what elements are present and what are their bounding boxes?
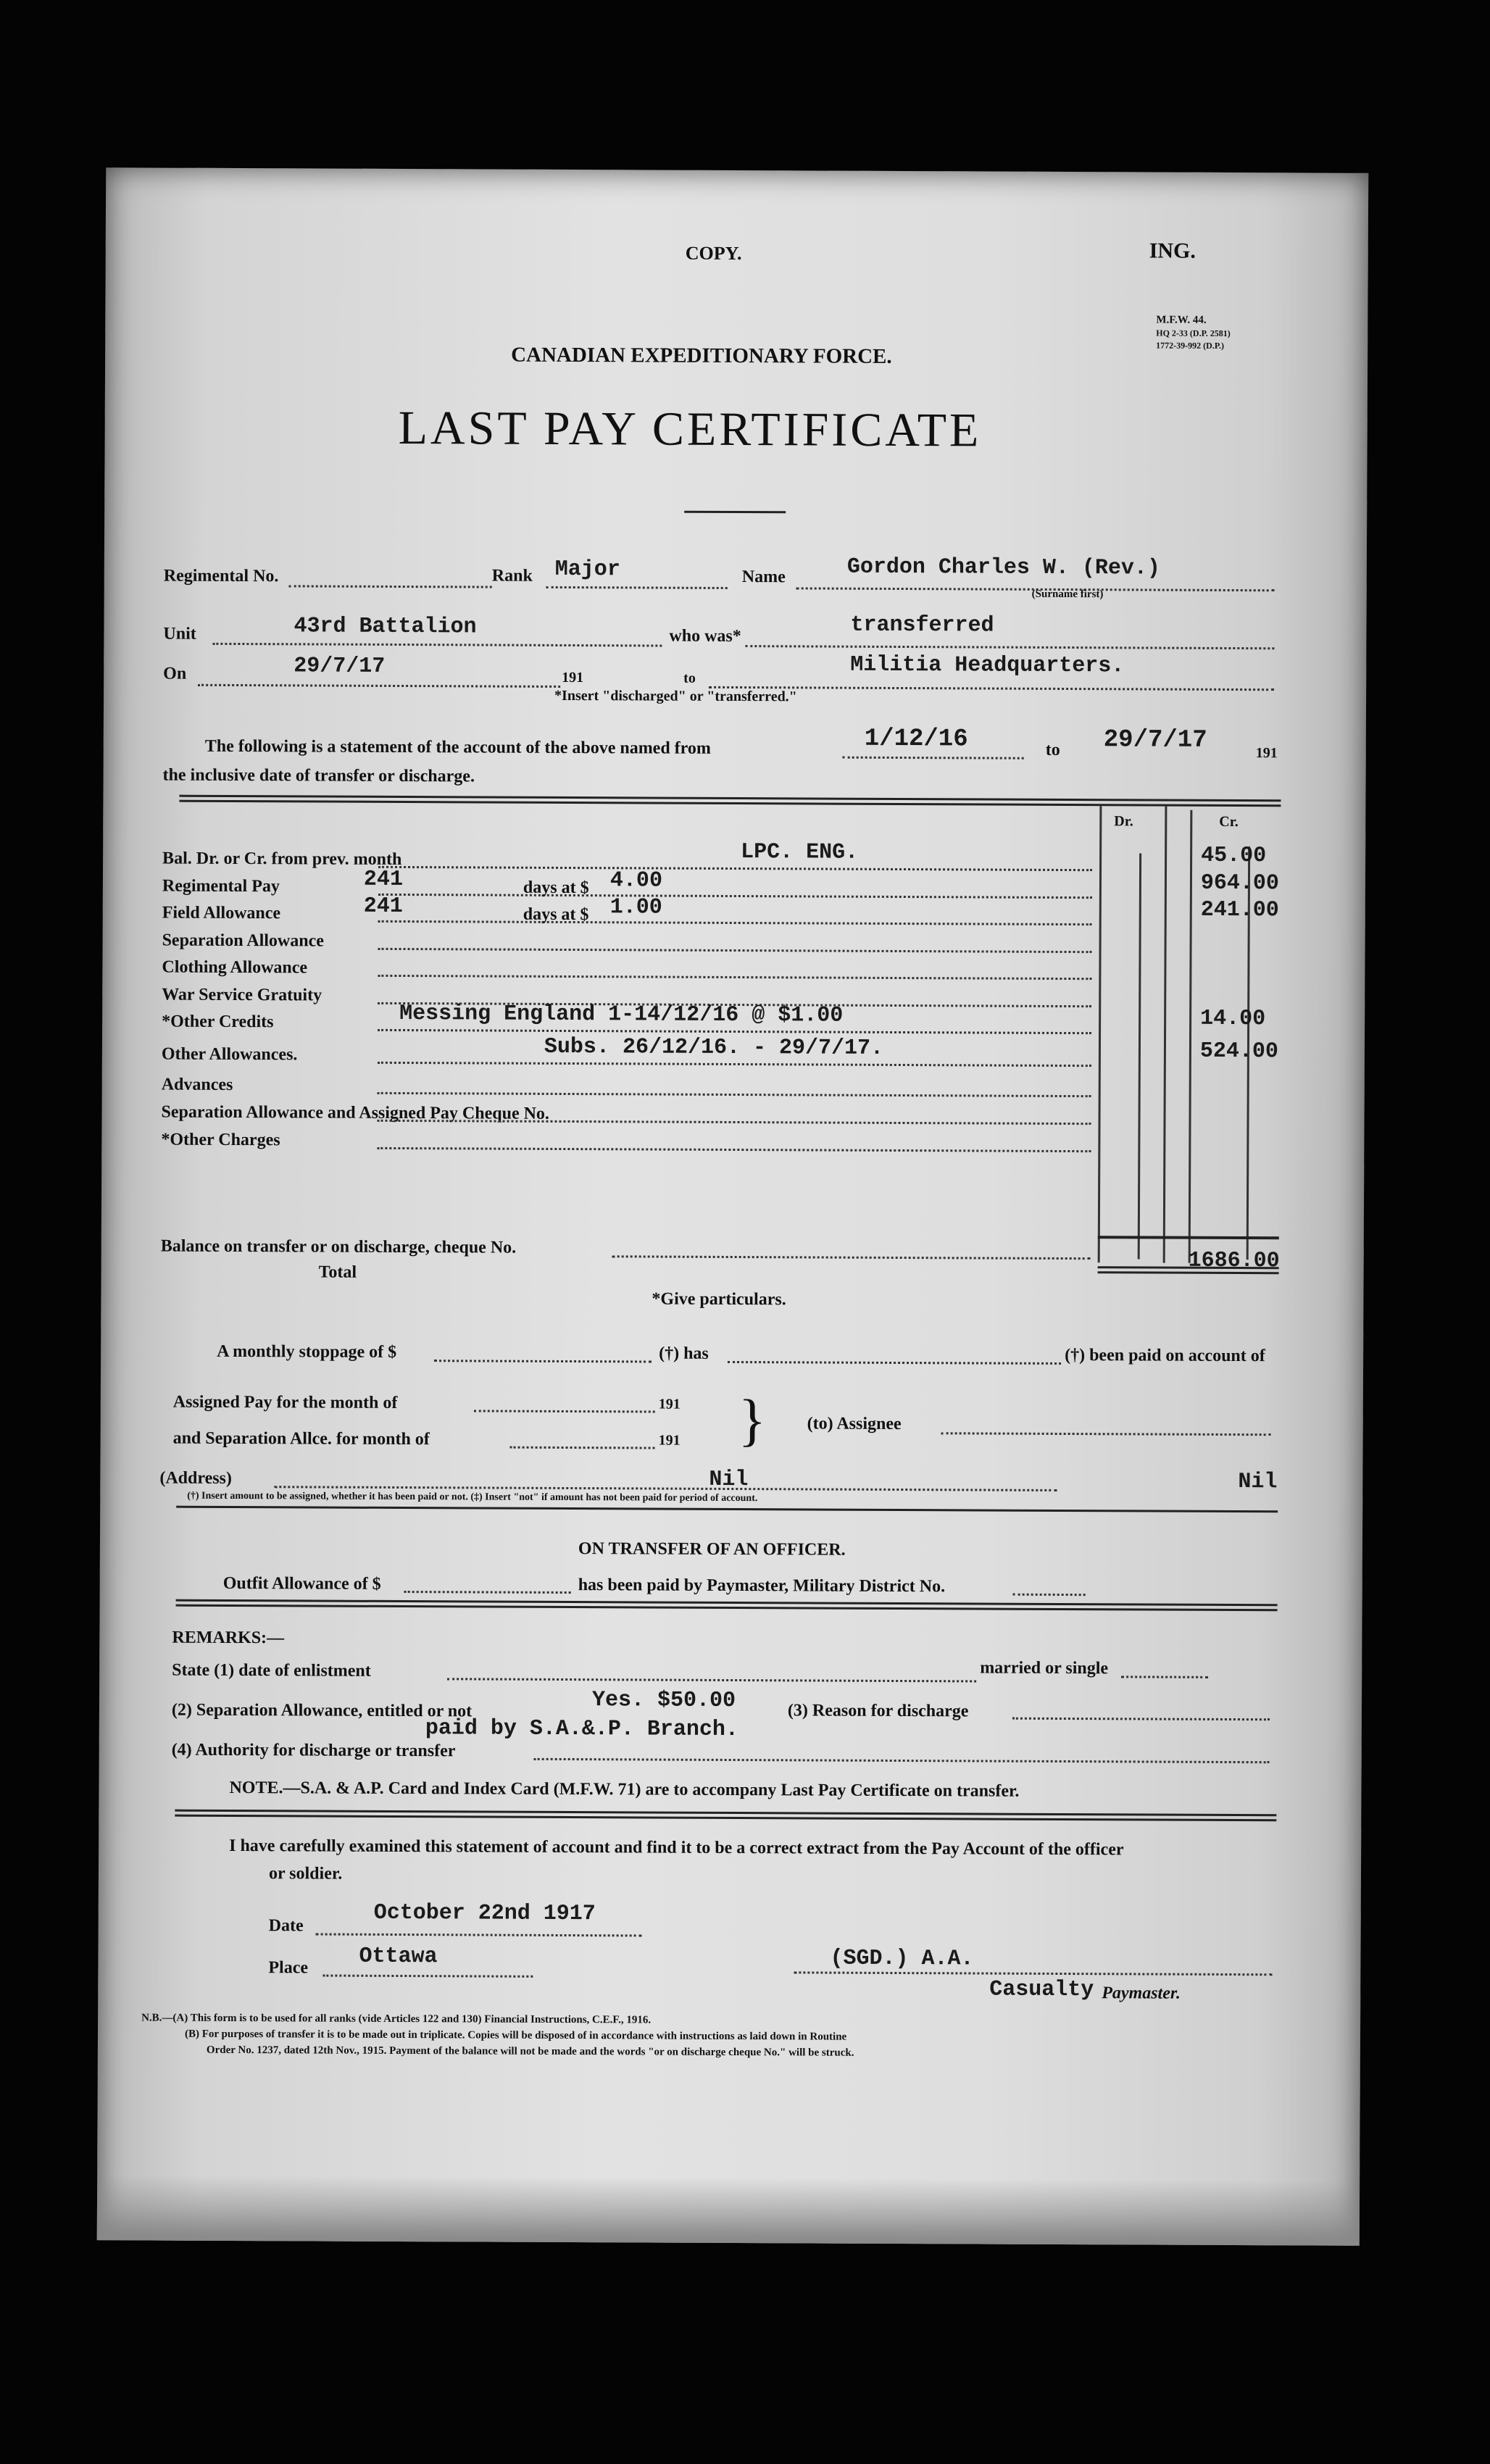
certificate-paper bbox=[97, 167, 1368, 2246]
to-label: to bbox=[683, 670, 696, 686]
separation-month-label: and Separation Allce. for month of bbox=[172, 1428, 430, 1449]
outfit-label: Outfit Allowance of $ bbox=[222, 1573, 381, 1594]
code-label: ING. bbox=[1149, 238, 1196, 263]
total-label: Total bbox=[318, 1262, 357, 1282]
account-row-label: *Other Credits bbox=[162, 1012, 274, 1032]
statement-to: 29/7/17 bbox=[1103, 726, 1207, 754]
discharge-reason-label: (3) Reason for discharge bbox=[787, 1701, 969, 1721]
paymaster-label: Paymaster. bbox=[1102, 1984, 1181, 2003]
title-underline bbox=[684, 511, 786, 514]
paid-by-paymaster-label: has been paid by Paymaster, Military District No. bbox=[578, 1576, 946, 1597]
account-top-rule bbox=[179, 795, 1281, 807]
account-row-detail: Messing England 1-14/12/16 @ $1.00 bbox=[399, 1001, 844, 1028]
separation-entitled-value: Yes. $50.00 bbox=[591, 1688, 736, 1714]
form-number-3: 1772-39-992 (D.P.) bbox=[1156, 340, 1225, 351]
date-value: October 22nd 1917 bbox=[373, 1900, 596, 1927]
separation-entitled-label: (2) Separation Allowance, entitled or not bbox=[171, 1700, 473, 1721]
form-number-2: HQ 2-33 (D.P. 2581) bbox=[1156, 328, 1231, 338]
copy-label: COPY. bbox=[685, 242, 742, 265]
enlistment-label: State (1) date of enlistment bbox=[172, 1660, 371, 1681]
authority-label: (4) Authority for discharge or transfer bbox=[171, 1740, 456, 1761]
name-label: Name bbox=[741, 567, 786, 587]
paid-by-branch: paid by S.A.&.P. Branch. bbox=[425, 1716, 739, 1743]
account-row-label: War Service Gratuity bbox=[162, 985, 322, 1005]
account-row-credit: 524.00 bbox=[1199, 1039, 1279, 1065]
account-row-credit: 14.00 bbox=[1200, 1006, 1266, 1032]
to-value: Militia Headquarters. bbox=[850, 652, 1125, 679]
signature-value: (SGD.) A.A. bbox=[830, 1946, 974, 1972]
rank-value: Major bbox=[554, 557, 620, 583]
account-row-days: 241 bbox=[363, 867, 404, 893]
assigned-pay-label: Assigned Pay for the month of bbox=[172, 1392, 398, 1412]
balance-label: Balance on transfer or on discharge, cheque No. bbox=[160, 1236, 517, 1257]
account-row-label: Clothing Allowance bbox=[162, 957, 308, 978]
statement-line-1: The following is a statement of the account of the above named from bbox=[204, 736, 711, 758]
statement-year: 191 bbox=[1255, 745, 1278, 762]
address-label: (Address) bbox=[159, 1468, 232, 1488]
account-row-label: Separation Allowance and Assigned Pay Cheque No. bbox=[161, 1102, 550, 1123]
remarks-heading: REMARKS:— bbox=[172, 1628, 285, 1648]
footer-note-b2: Order No. 1237, dated 12th Nov., 1915. Payment of the balance will not be made and the words "or on discharge cheque No." will be struck. bbox=[206, 2044, 854, 2059]
account-row-credit: 964.00 bbox=[1200, 870, 1280, 896]
officer-heading: ON TRANSFER OF AN OFFICER. bbox=[578, 1539, 846, 1560]
force-heading: CANADIAN EXPEDITIONARY FORCE. bbox=[511, 343, 892, 368]
remarks-note: NOTE.—S.A. & A.P. Card and Index Card (M.F.W. 71) are to accompany Last Pay Certificate on transfer. bbox=[229, 1778, 1020, 1801]
account-row-label: Advances bbox=[161, 1075, 233, 1094]
cr-header: Cr. bbox=[1219, 813, 1239, 831]
account-row-label: Bal. Dr. or Cr. from prev. month bbox=[162, 849, 402, 870]
brace: } bbox=[738, 1389, 767, 1453]
date-label: Date bbox=[268, 1916, 304, 1936]
total-value: 1686.00 bbox=[1188, 1248, 1280, 1274]
rank-label: Rank bbox=[491, 566, 533, 586]
certification-line-1: I have carefully examined this statement of account and find it to be a correct extract from the Pay Account of the officer bbox=[229, 1836, 1124, 1860]
account-row-detail: Subs. 26/12/16. - 29/7/17. bbox=[544, 1034, 884, 1061]
who-was-label: who was* bbox=[669, 626, 741, 646]
statement-line-2: the inclusive date of transfer or discharge. bbox=[162, 765, 475, 786]
married-label: married or single bbox=[980, 1658, 1109, 1678]
stoppage-footnote: (†) Insert amount to be assigned, whether it has been paid or not. (‡) Insert "not" if amount has not been paid for period of account. bbox=[187, 1490, 758, 1504]
account-row-label: Field Allowance bbox=[162, 903, 281, 923]
page-title: LAST PAY CERTIFICATE bbox=[398, 401, 982, 457]
account-row-detail: LPC. ENG. bbox=[741, 840, 859, 865]
certification-line-2: or soldier. bbox=[268, 1864, 343, 1884]
insert-note: *Insert "discharged" or "transferred." bbox=[554, 687, 797, 705]
place-value: Ottawa bbox=[359, 1944, 438, 1970]
account-row-rate: 1.00 bbox=[609, 895, 662, 920]
footer-note-b: (B) For purposes of transfer it is to be made out in triplicate. Copies will be disposed of in accordance with instructions as laid down in Routine bbox=[184, 2028, 847, 2043]
account-row-label: Regimental Pay bbox=[162, 876, 280, 896]
account-row-days: 241 bbox=[363, 894, 403, 920]
form-number-1: M.F.W. 44. bbox=[1156, 314, 1207, 326]
separation-year: 191 bbox=[658, 1432, 681, 1449]
assignee-label: (to) Assignee bbox=[807, 1414, 902, 1434]
account-row-days-at: days at $ bbox=[523, 904, 589, 925]
year-prefix: 191 bbox=[562, 669, 584, 686]
dr-header: Dr. bbox=[1114, 813, 1133, 830]
on-value: 29/7/17 bbox=[294, 654, 386, 679]
account-row-credit: 45.00 bbox=[1201, 843, 1267, 869]
casualty-value: Casualty bbox=[989, 1977, 1094, 2003]
account-row-label: *Other Charges bbox=[161, 1130, 280, 1150]
unit-label: Unit bbox=[163, 624, 196, 644]
account-row-rate: 4.00 bbox=[609, 868, 663, 894]
footer-note-a: N.B.—(A) This form is to be used for all ranks (vide Articles 122 and 130) Financial Instructions, C.E.F., 1916. bbox=[141, 2012, 652, 2026]
give-particulars: *Give particulars. bbox=[652, 1289, 786, 1310]
surname-note: (Surname first) bbox=[1031, 588, 1104, 601]
unit-value: 43rd Battalion bbox=[294, 614, 477, 640]
name-value: Gordon Charles W. (Rev.) bbox=[846, 554, 1160, 581]
total-double-rule bbox=[1098, 1266, 1279, 1274]
has-label: (†) has bbox=[659, 1344, 709, 1363]
assigned-year: 191 bbox=[658, 1396, 681, 1412]
regimental-no-label: Regimental No. bbox=[163, 566, 279, 586]
account-row-days-at: days at $ bbox=[523, 878, 589, 898]
nil-1: Nil bbox=[709, 1467, 749, 1493]
account-row-credit: 241.00 bbox=[1200, 897, 1279, 923]
account-row-label: Other Allowances. bbox=[161, 1044, 298, 1065]
statement-to-label: to bbox=[1045, 740, 1060, 759]
monthly-stoppage-label: A monthly stoppage of $ bbox=[217, 1341, 397, 1362]
been-paid-label: (†) been paid on account of bbox=[1065, 1346, 1265, 1366]
on-label: On bbox=[163, 664, 187, 683]
nil-2: Nil bbox=[1238, 1470, 1278, 1495]
who-was-value: transferred bbox=[850, 612, 994, 638]
statement-from: 1/12/16 bbox=[864, 725, 968, 754]
account-row-label: Separation Allowance bbox=[162, 931, 324, 951]
place-label: Place bbox=[268, 1958, 309, 1978]
